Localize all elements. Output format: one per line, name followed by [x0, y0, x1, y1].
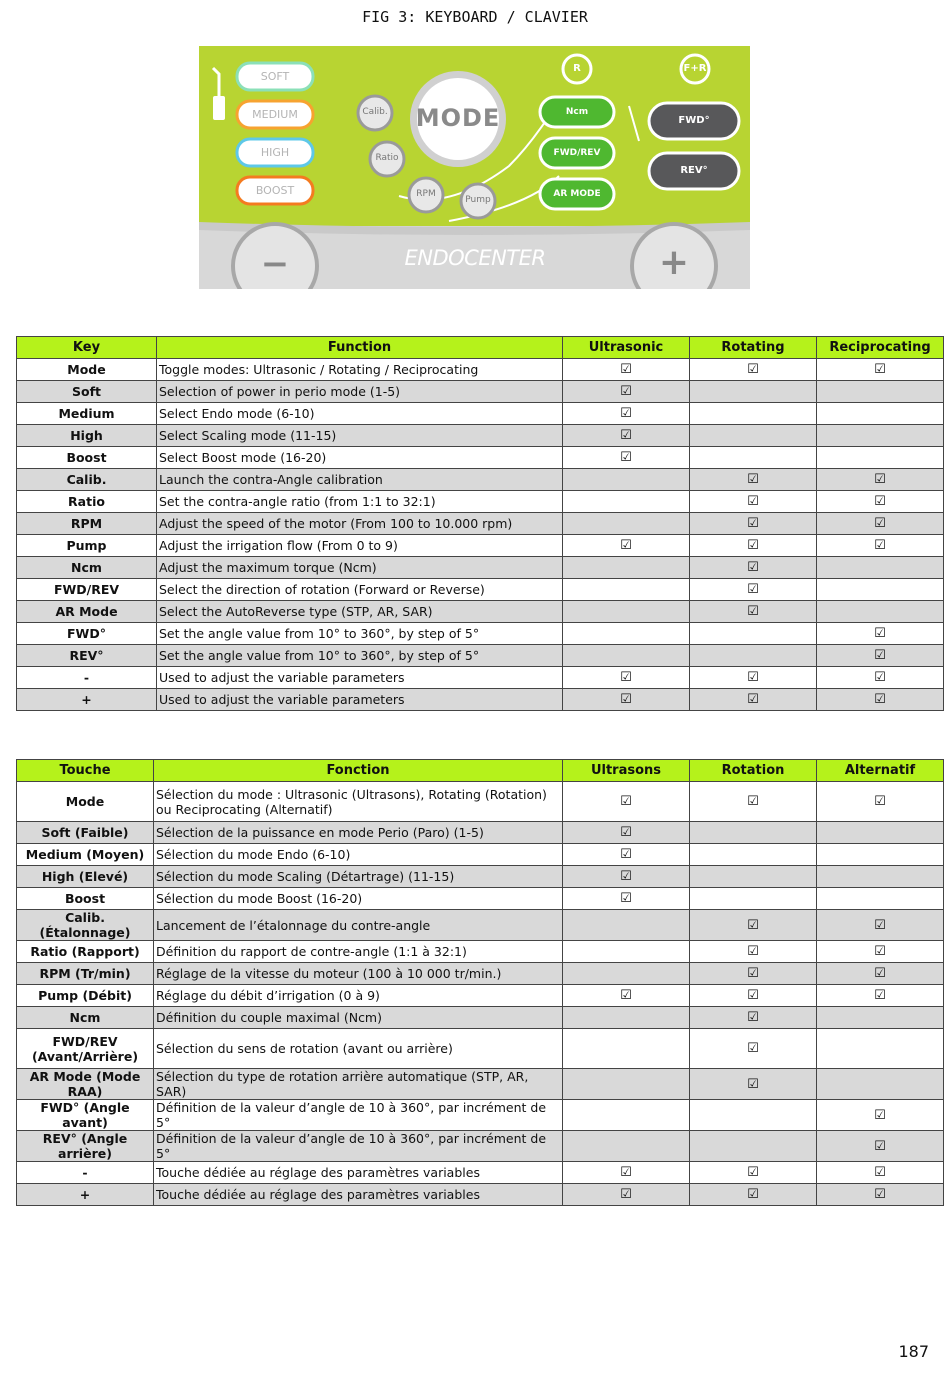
function-cell: Selection of power in perio mode (1-5) [157, 381, 563, 403]
key-cell: Mode [17, 359, 157, 381]
check-cell-1 [563, 579, 690, 601]
check-cell-2 [690, 623, 817, 645]
function-cell: Sélection du mode Endo (6-10) [154, 844, 563, 866]
function-cell: Réglage du débit d’irrigation (0 à 9) [154, 985, 563, 1007]
check-cell-2: ☑ [690, 491, 817, 513]
header-rotation: Rotation [690, 760, 817, 782]
check-cell-1: ☑ [563, 689, 690, 711]
header-ultrasons: Ultrasons [563, 760, 690, 782]
check-cell-2: ☑ [690, 782, 817, 822]
check-cell-1: ☑ [563, 844, 690, 866]
function-cell: Sélection de la puissance en mode Perio (Paro) (1-5) [154, 822, 563, 844]
key-cell: Ratio [17, 491, 157, 513]
check-cell-1 [563, 1029, 690, 1069]
check-cell-1 [563, 645, 690, 667]
header-alternatif: Alternatif [817, 760, 944, 782]
brand-logo: ENDOCENTER [404, 246, 546, 270]
check-cell-2: ☑ [690, 1069, 817, 1100]
check-cell-1: ☑ [563, 667, 690, 689]
pump-button[interactable]: Pump [465, 195, 491, 205]
key-cell: + [17, 1184, 154, 1206]
check-cell-3: ☑ [817, 689, 944, 711]
check-cell-2 [690, 381, 817, 403]
check-cell-2 [690, 1100, 817, 1131]
table-row [17, 844, 944, 866]
check-cell-1 [563, 513, 690, 535]
key-cell: Calib. (Étalonnage) [17, 910, 154, 941]
check-cell-3: ☑ [817, 623, 944, 645]
check-cell-3: ☑ [817, 513, 944, 535]
check-cell-3: ☑ [817, 1184, 944, 1206]
check-cell-1 [563, 601, 690, 623]
check-cell-3: ☑ [817, 645, 944, 667]
key-cell: Pump [17, 535, 157, 557]
table-row [17, 535, 944, 557]
key-cell: FWD° (Angle avant) [17, 1100, 154, 1131]
check-cell-1: ☑ [563, 866, 690, 888]
function-cell: Définition de la valeur d’angle de 10 à 360°, par incrément de 5° [154, 1100, 563, 1131]
table-row [17, 963, 944, 985]
check-cell-2: ☑ [690, 513, 817, 535]
fwd-button[interactable]: FWD° [678, 115, 710, 126]
table-row [17, 1131, 944, 1162]
table-row [17, 782, 944, 822]
key-cell: AR Mode [17, 601, 157, 623]
table-row [17, 822, 944, 844]
function-cell: Adjust the maximum torque (Ncm) [157, 557, 563, 579]
check-cell-3: ☑ [817, 985, 944, 1007]
table-row [17, 667, 944, 689]
check-cell-1: ☑ [563, 888, 690, 910]
check-cell-3: ☑ [817, 359, 944, 381]
check-cell-2: ☑ [690, 1162, 817, 1184]
check-cell-1: ☑ [563, 359, 690, 381]
table-row [17, 601, 944, 623]
key-cell: Soft [17, 381, 157, 403]
check-cell-2: ☑ [690, 941, 817, 963]
high-button[interactable]: HIGH [260, 146, 290, 159]
check-cell-1 [563, 1069, 690, 1100]
check-cell-2 [690, 888, 817, 910]
key-cell: Pump (Débit) [17, 985, 154, 1007]
function-cell: Sélection du mode Boost (16-20) [154, 888, 563, 910]
handpiece-icon [213, 96, 225, 120]
check-cell-3: ☑ [817, 941, 944, 963]
header-reciprocating: Reciprocating [817, 337, 944, 359]
function-cell: Sélection du sens de rotation (avant ou arrière) [154, 1029, 563, 1069]
check-cell-3: ☑ [817, 667, 944, 689]
function-cell: Set the angle value from 10° to 360°, by step of 5° [157, 623, 563, 645]
function-cell: Réglage de la vitesse du moteur (100 à 10 000 tr/min.) [154, 963, 563, 985]
check-cell-3 [817, 1069, 944, 1100]
function-cell: Adjust the speed of the motor (From 100 to 10.000 rpm) [157, 513, 563, 535]
key-cell: Soft (Faible) [17, 822, 154, 844]
table-row [17, 1184, 944, 1206]
figure-title: FIG 3: KEYBOARD / CLAVIER [362, 8, 588, 26]
function-cell: Select the direction of rotation (Forward or Reverse) [157, 579, 563, 601]
key-cell: FWD° [17, 623, 157, 645]
key-cell: Mode [17, 782, 154, 822]
boost-button[interactable]: BOOST [255, 184, 295, 197]
mode-button[interactable]: MODE [415, 104, 501, 132]
check-cell-2: ☑ [690, 910, 817, 941]
check-cell-2: ☑ [690, 667, 817, 689]
plus-button[interactable]: + [658, 242, 690, 283]
key-cell: High [17, 425, 157, 447]
table-row [17, 1029, 944, 1069]
function-cell: Select the AutoReverse type (STP, AR, SAR) [157, 601, 563, 623]
key-function-table-en [16, 336, 944, 711]
table-row [17, 1069, 944, 1100]
header-ultrasonic: Ultrasonic [563, 337, 690, 359]
check-cell-3 [817, 866, 944, 888]
rpm-button[interactable]: RPM [416, 189, 436, 199]
check-cell-2: ☑ [690, 985, 817, 1007]
check-cell-3 [817, 1029, 944, 1069]
check-cell-2: ☑ [690, 359, 817, 381]
ratio-button[interactable]: Ratio [375, 153, 399, 163]
check-cell-1: ☑ [563, 381, 690, 403]
ncm-button[interactable]: Ncm [565, 107, 589, 117]
table-row [17, 557, 944, 579]
table-row [17, 910, 944, 941]
function-cell: Select Boost mode (16-20) [157, 447, 563, 469]
fr-indicator: F+R [683, 63, 707, 74]
check-cell-1 [563, 941, 690, 963]
check-cell-1: ☑ [563, 782, 690, 822]
key-cell: Ncm [17, 1007, 154, 1029]
check-cell-2: ☑ [690, 689, 817, 711]
check-cell-3: ☑ [817, 469, 944, 491]
key-cell: RPM [17, 513, 157, 535]
check-cell-3: ☑ [817, 963, 944, 985]
check-cell-2 [690, 866, 817, 888]
key-cell: - [17, 667, 157, 689]
check-cell-3 [817, 822, 944, 844]
function-cell: Définition du couple maximal (Ncm) [154, 1007, 563, 1029]
check-cell-1: ☑ [563, 985, 690, 1007]
key-cell: FWD/REV [17, 579, 157, 601]
function-cell: Select Scaling mode (11-15) [157, 425, 563, 447]
check-cell-1 [563, 1007, 690, 1029]
check-cell-2: ☑ [690, 1184, 817, 1206]
table-header-row [17, 760, 944, 782]
table-row [17, 359, 944, 381]
table-row [17, 425, 944, 447]
table-row [17, 866, 944, 888]
table-row [17, 1100, 944, 1131]
check-cell-2 [690, 447, 817, 469]
calib-button[interactable]: Calib. [362, 107, 388, 117]
check-cell-3 [817, 425, 944, 447]
check-cell-2: ☑ [690, 601, 817, 623]
function-cell: Used to adjust the variable parameters [157, 689, 563, 711]
table-row [17, 403, 944, 425]
check-cell-2 [690, 425, 817, 447]
check-cell-3: ☑ [817, 782, 944, 822]
key-cell: Boost [17, 447, 157, 469]
check-cell-3: ☑ [817, 535, 944, 557]
check-cell-2: ☑ [690, 1007, 817, 1029]
function-cell: Set the contra-angle ratio (from 1:1 to 32:1) [157, 491, 563, 513]
check-cell-1 [563, 469, 690, 491]
check-cell-2: ☑ [690, 963, 817, 985]
check-cell-1 [563, 557, 690, 579]
key-cell: AR Mode (Mode RAA) [17, 1069, 154, 1100]
page-number: 187 [898, 1342, 929, 1361]
check-cell-3: ☑ [817, 1100, 944, 1131]
key-cell: + [17, 689, 157, 711]
table-row [17, 645, 944, 667]
function-cell: Toggle modes: Ultrasonic / Rotating / Reciprocating [157, 359, 563, 381]
check-cell-3 [817, 447, 944, 469]
key-cell: Boost [17, 888, 154, 910]
check-cell-2: ☑ [690, 579, 817, 601]
table-row [17, 623, 944, 645]
check-cell-2 [690, 822, 817, 844]
check-cell-1: ☑ [563, 403, 690, 425]
check-cell-1 [563, 963, 690, 985]
header-rotating: Rotating [690, 337, 817, 359]
check-cell-1: ☑ [563, 425, 690, 447]
table-row [17, 1007, 944, 1029]
function-cell: Définition de la valeur d’angle de 10 à 360°, par incrément de 5° [154, 1131, 563, 1162]
function-cell: Lancement de l’étalonnage du contre-angle [154, 910, 563, 941]
check-cell-3 [817, 601, 944, 623]
header-key: Key [17, 337, 157, 359]
key-cell: RPM (Tr/min) [17, 963, 154, 985]
check-cell-2 [690, 645, 817, 667]
key-cell: REV° [17, 645, 157, 667]
key-cell: FWD/REV (Avant/Arrière) [17, 1029, 154, 1069]
key-cell: High (Elevé) [17, 866, 154, 888]
check-cell-1: ☑ [563, 822, 690, 844]
table-row [17, 689, 944, 711]
check-cell-3: ☑ [817, 491, 944, 513]
table-row [17, 381, 944, 403]
rev-button[interactable]: REV° [680, 165, 708, 176]
medium-button[interactable]: MEDIUM [252, 108, 298, 121]
check-cell-3 [817, 403, 944, 425]
table-row [17, 888, 944, 910]
table-row [17, 579, 944, 601]
fwd-rev-button[interactable]: FWD/REV [553, 148, 601, 158]
table-row [17, 1162, 944, 1184]
table-row [17, 513, 944, 535]
table-row [17, 469, 944, 491]
key-cell: Medium [17, 403, 157, 425]
table-header-row [17, 337, 944, 359]
check-cell-2 [690, 844, 817, 866]
table-row [17, 941, 944, 963]
r-indicator: R [573, 63, 581, 74]
key-function-table-fr [16, 759, 944, 1206]
function-cell: Touche dédiée au réglage des paramètres variables [154, 1162, 563, 1184]
table-row [17, 985, 944, 1007]
check-cell-3: ☑ [817, 910, 944, 941]
check-cell-2: ☑ [690, 535, 817, 557]
header-fonction: Fonction [154, 760, 563, 782]
function-cell: Set the angle value from 10° to 360°, by step of 5° [157, 645, 563, 667]
check-cell-3 [817, 1007, 944, 1029]
table-row [17, 447, 944, 469]
check-cell-2: ☑ [690, 557, 817, 579]
check-cell-3 [817, 381, 944, 403]
check-cell-1: ☑ [563, 447, 690, 469]
check-cell-3: ☑ [817, 1131, 944, 1162]
check-cell-2: ☑ [690, 469, 817, 491]
check-cell-1 [563, 1100, 690, 1131]
check-cell-2 [690, 1131, 817, 1162]
check-cell-3 [817, 888, 944, 910]
ar-mode-button[interactable]: AR MODE [553, 189, 601, 199]
function-cell: Adjust the irrigation flow (From 0 to 9) [157, 535, 563, 557]
check-cell-2 [690, 403, 817, 425]
check-cell-1 [563, 910, 690, 941]
header-touche: Touche [17, 760, 154, 782]
check-cell-1 [563, 1131, 690, 1162]
check-cell-1: ☑ [563, 535, 690, 557]
function-cell: Sélection du mode : Ultrasonic (Ultrasons), Rotating (Rotation) ou Reciprocating (Alternatif) [154, 782, 563, 822]
key-cell: Ncm [17, 557, 157, 579]
header-function: Function [157, 337, 563, 359]
check-cell-1: ☑ [563, 1184, 690, 1206]
table-row [17, 491, 944, 513]
key-cell: - [17, 1162, 154, 1184]
function-cell: Launch the contra-Angle calibration [157, 469, 563, 491]
keyboard-illustration [199, 46, 750, 289]
check-cell-2: ☑ [690, 1029, 817, 1069]
function-cell: Used to adjust the variable parameters [157, 667, 563, 689]
check-cell-3: ☑ [817, 1162, 944, 1184]
function-cell: Select Endo mode (6-10) [157, 403, 563, 425]
check-cell-3 [817, 557, 944, 579]
check-cell-3 [817, 579, 944, 601]
check-cell-1: ☑ [563, 1162, 690, 1184]
minus-button[interactable]: − [260, 244, 290, 284]
check-cell-3 [817, 844, 944, 866]
check-cell-1 [563, 623, 690, 645]
key-cell: Medium (Moyen) [17, 844, 154, 866]
key-cell: Calib. [17, 469, 157, 491]
function-cell: Touche dédiée au réglage des paramètres variables [154, 1184, 563, 1206]
soft-button[interactable]: SOFT [260, 70, 290, 83]
function-cell: Sélection du type de rotation arrière automatique (STP, AR, SAR) [154, 1069, 563, 1100]
check-cell-1 [563, 491, 690, 513]
key-cell: REV° (Angle arrière) [17, 1131, 154, 1162]
function-cell: Définition du rapport de contre-angle (1:1 à 32:1) [154, 941, 563, 963]
function-cell: Sélection du mode Scaling (Détartrage) (11-15) [154, 866, 563, 888]
key-cell: Ratio (Rapport) [17, 941, 154, 963]
